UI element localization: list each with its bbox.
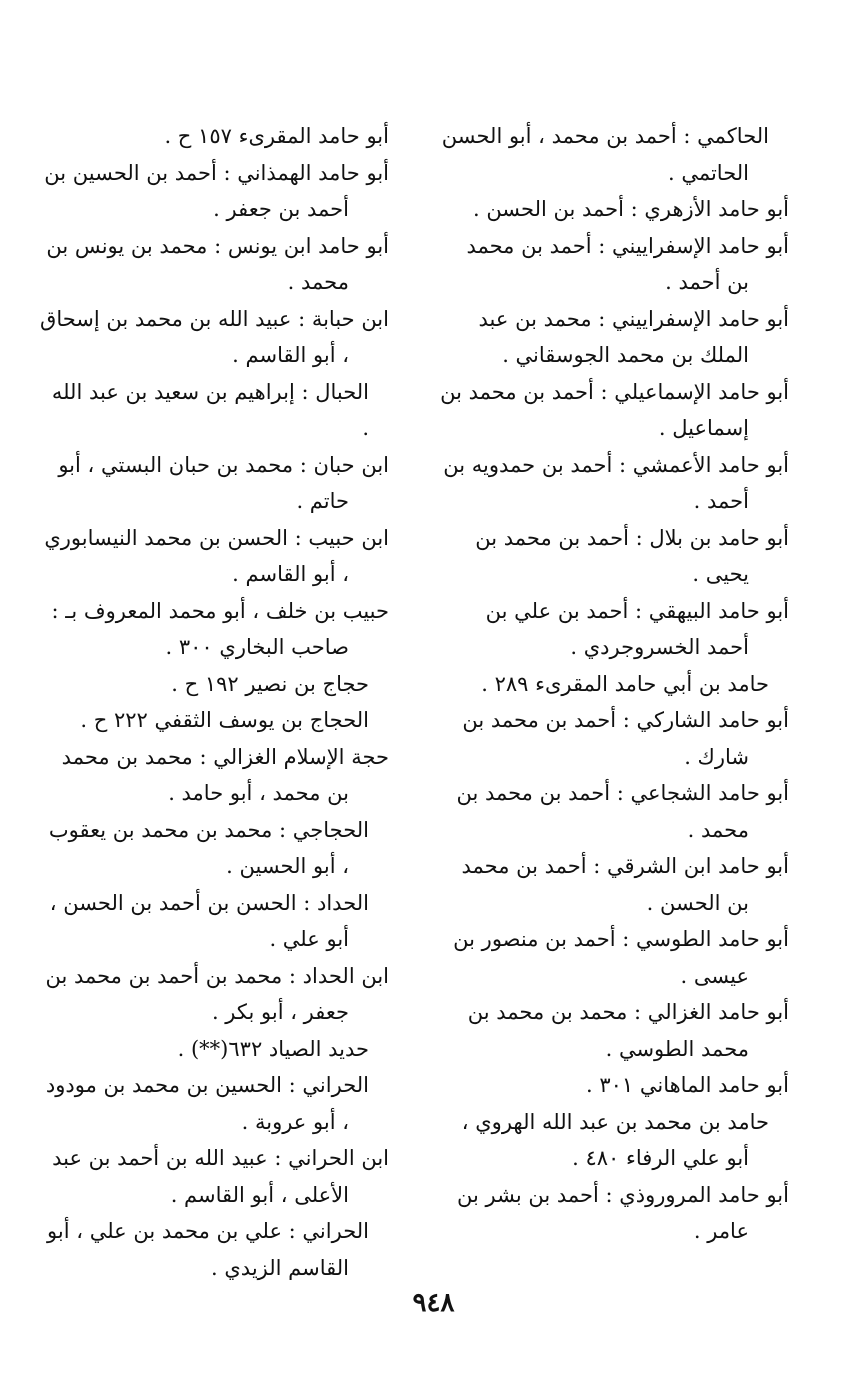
index-entry: أبو حامد الإسفراييني : محمد بن عبد الملك بن محمد الجوسقاني . [478, 306, 789, 367]
index-entry: أبو حامد الإسفراييني : أحمد بن محمد بن أحمد . [466, 233, 789, 294]
index-entry: أبو حامد الأزهري : أحمد بن الحسن . [472, 197, 789, 221]
index-column-right [439, 118, 789, 1250]
index-entry: الحجاجي : محمد بن محمد بن يعقوب ، أبو الحسين . [48, 817, 369, 878]
index-entry: أبو حامد المقرىء ١٥٧ ح . [164, 124, 389, 148]
index-entry: ابن حبان : محمد بن حبان البستي ، أبو حاتم . [58, 452, 389, 513]
index-entry: أبو حامد البيهقي : أحمد بن علي بن أحمد الخسروجردي . [485, 598, 789, 659]
index-entry: أبو حامد الماهاني ٣٠١ . [585, 1073, 789, 1097]
index-entry: أبو حامد الأعمشي : أحمد بن حمدويه بن أحمد . [443, 452, 789, 513]
index-entry: أبو حامد الهمذاني : أحمد بن الحسين بن أحمد بن جعفر . [44, 160, 389, 221]
index-entry: ابن حبابة : عبيد الله بن محمد بن إسحاق ، أبو القاسم . [40, 306, 389, 367]
index-entry: الحراني : الحسين بن محمد بن مودود ، أبو عروبة . [45, 1073, 369, 1134]
index-entry: الحداد : الحسن بن أحمد بن الحسن ، أبو علي . [49, 890, 369, 951]
index-entry: أبو حامد الطوسي : أحمد بن منصور بن عيسى . [453, 927, 789, 988]
index-entry: الحبال : إبراهيم بن سعيد بن عبد الله . [51, 379, 369, 440]
index-entry: أبو حامد بن بلال : أحمد بن محمد بن يحيى . [475, 525, 789, 586]
index-entry: حبيب بن خلف ، أبو محمد المعروف بـ : صاحب البخاري ٣٠٠ . [51, 598, 389, 659]
index-entry: حامد بن أبي حامد المقرىء ٢٨٩ . [481, 671, 769, 696]
index-entry: أبو حامد الشاركي : أحمد بن محمد بن شارك . [462, 708, 789, 769]
index-entry: ابن الحداد : محمد بن أحمد بن محمد بن جعفر ، أبو بكر . [45, 963, 389, 1024]
index-entry: أبو حامد ابن يونس : محمد بن يونس بن محمد . [46, 233, 389, 294]
index-entry: الحجاج بن يوسف الثقفي ٢٢٢ ح . [80, 708, 369, 732]
index-entry: ابن الحراني : عبيد الله بن أحمد بن عبد الأعلى ، أبو القاسم . [52, 1146, 389, 1207]
index-entry: أبو حامد المروروذي : أحمد بن بشر بن عامر . [457, 1182, 789, 1243]
index-entry: أبو حامد الغزالي : محمد بن محمد بن محمد الطوسي . [467, 1000, 789, 1061]
index-entry: أبو حامد الشجاعي : أحمد بن محمد بن محمد . [456, 781, 789, 842]
index-entry: حديد الصياد ٦٣٢(**) . [177, 1036, 369, 1061]
index-entry: حامد بن محمد بن عبد الله الهروي ، أبو علي الرفاء ٤٨٠ . [461, 1109, 769, 1170]
index-entry: الحاكمي : أحمد بن محمد ، أبو الحسن الحاتمي . [441, 124, 769, 185]
index-entry: أبو حامد ابن الشرقي : أحمد بن محمد بن الحسن . [461, 854, 789, 915]
index-column-left [39, 118, 389, 1286]
index-entry: ابن حبيب : الحسن بن محمد النيسابوري ، أبو القاسم . [44, 525, 389, 586]
index-entry: حجاج بن نصير ١٩٢ ح . [171, 671, 369, 696]
index-entry: حجة الإسلام الغزالي : محمد بن محمد بن محمد ، أبو حامد . [61, 744, 389, 805]
index-entry: الحراني : علي بن محمد بن علي ، أبو القاسم الزيدي . [47, 1219, 369, 1280]
page-number: ٩٤٨ [412, 1288, 455, 1318]
index-entry: أبو حامد الإسماعيلي : أحمد بن محمد بن إسماعيل . [440, 379, 789, 440]
